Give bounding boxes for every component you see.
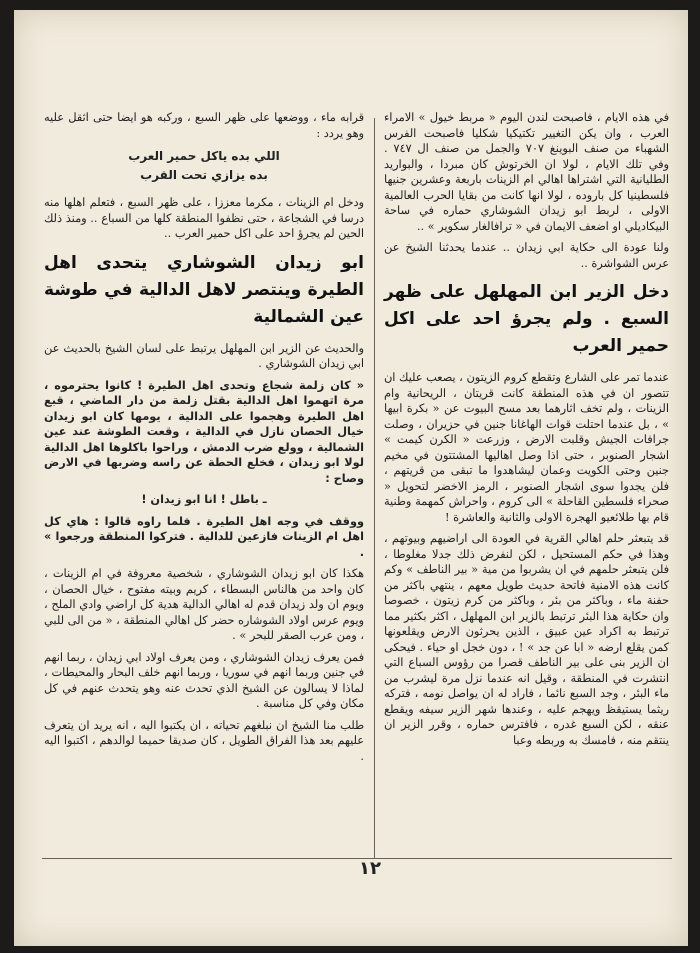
section-heading-abu-zaidan: ابو زيدان الشوشاري يتحدى اهل الطيرة وينتصر لاهل الدالية في طوشة عين الشمالية [44,252,364,327]
verse [44,147,364,185]
section-heading-zir: دخل الزير ابن المهلهل على ظهر السبع . ولم يجرؤ احد على اكل حمير العرب [384,282,669,356]
left-intro-paragraph: قرابه ماء ، ووضعها على ظهر السبع ، وركبه هو ايضا حتى اثقل عليه وهو يردد : [44,111,364,140]
magazine-page [14,10,688,946]
closing-paragraph-2: فمن يعرف زيدان الشوشاري ، ومن يعرف اولاد ابي زيدان ، ربما انهم في جنين وربما انهم في سوريا ، وربما انهم خلف البحار والمحيطات ، لماذا لا يسالون عن الشيخ الذي تحدث عنه وهو يتحدث عنهم في كل مكان وفي كل مناسبة . [44,650,364,710]
intro-paragraph-2: ولنا عودة الى حكاية ابي زيدان .. عندما يحدثنا الشيخ عن عرس الشواشرة .. [384,241,669,270]
body-paragraph-1: عندما تمر على الشارع وتقطع كروم الزيتون ، يصعب عليك ان تتصور ان في هذه المنطقة كانت قريتان ، الريحانية وام الزينات ، ولم تخف اثارهما بعد مسح البيوت عن « بكرة ابيها » ، بل عندما احتلت قوات الهاغانا جنين في حزيران ، وصلت جرافات الجيش وقلبت الارض ، وزرعت « الكرن كيمت » اشجار الصنوبر ، حتى اذا وصل اهاليها المشتتون في مخيم جنين وحتى الكويت وعمان ليشاهدوا ما تبقى من قريتهم ، فلن يجدوا سوى اشجار الصنوبر ، الرمز الاخضر لتحويل « صحراء فلسطين القاحلة » الى كروم ، واحراش كمهمة وطنية قام بها طلائعيو الهجرة الاولى والثانية والعاشرة ! [384,371,669,524]
closing-paragraph-3: طلب منا الشيخ ان نبلغهم تحياته ، ان يكتبوا اليه ، انه يريد ان يتعرف عليهم بعد هذا الفراق الطويل ، كان صديقا حميما لوالدهم ، اكتبوا اليه . [44,718,364,763]
left-column [44,110,364,770]
closing-paragraph-1: هكذا كان ابو زيدان الشوشاري ، شخصية معروفة في ام الزينات ، كان واحد من هالناس البسطاء ، كريم وبيته مفتوح ، خيال الحصان ، ويوم ان ولد زيدان قدم له اهالي الدالية هدية كل اراضي وادي الملح ، ويوم عرس اولاد الشوشاره حضر كل اهالي المنطقة ، « من الى للبي ، ومن عرب الصقر للبحر » . [44,567,364,642]
verse-line-1: اللي بده ياكل حمير العرب [128,149,280,163]
quote-paragraph-1: « كان زلمة شجاع وتحدى اهل الطيرة ! كانوا يحترموه ، مرة اتهموا اهل الدالية بقتل زلمة من دار الماضي ، قبع اهل الطيرة وهجموا على الدالية ، يومها كان ابو زيدان خيال الحصان نازل في الدالية ، وقعت الطوشة عند عين الشمالية ، وولع ضرب الدمش ، وراحوا باكلوها اهل الدالية لولا ابو زيدان ، فخلع الحطة عن راسه وضربها في الارض وصاح : [44,378,364,485]
footer-rule [42,858,672,859]
column-divider [374,118,375,858]
body-paragraph-2: قد يتبعثر حلم اهالي القرية في العودة الى اراضيهم وبيوتهم ، وهذا في حكم المستحيل ، لكن لنفرض ذلك جدلا مغلوطا ، فلن يتبعثر حلمهم في ان يشربوا من مية « بير الناطف » وكم كانت هذه الامنية فاتحة حديث طويل معهم ، ينتهي باكثر من حفنة ماء ، وباكثر من بئر ، وباكثر من كرم زيتون ، خصوصا وان حكاية هذا البئر ترتبط بالزير ابن المهلهل ، اكثر بكثير مما ترتبط به اكراد عين عبيق ، الذين يحرثون الارض ويقلعونها كمن يقلع ارضه « ابا عن جد » ! ، دون خجل او حياء . فيحكى ان الزير بنى على بير الناطف قصرا من رؤوس السباع التي انتشرت في المنطقة ، وقيل انه عندما نزل مرة ليشرب من ماء البئر ، وجد السبع نائما ، فاراد له ان يواصل نومه ، فتركه ريثما يستيقظ ويهجم عليه ، وعندها شهر الزير سيفه ويقطع عنقه ، لكن السبع غدره ، فافترس حماره ، وقرر الزير ان ينتقم منه ، فامسك به وربطه وعبا [384,532,669,747]
verse-line-2: بده يزازي تحت القرب [140,168,268,182]
right-column [384,110,669,754]
left-mid-paragraph: ودخل ام الزينات ، مكرما معززا ، على ظهر السبع ، فتعلم اهلها منه درسا في الشجاعة ، حتى نظفوا المنطقة كلها من السباع .. ومنذ ذلك الحين لم يجرؤ احد على اكل حمير العرب .. [44,196,364,240]
page-number: ١٢ [359,858,381,879]
quote-paragraph-3: ووقف في وجه اهل الطيرة . فلما راوه قالوا : هاي كل اهل ام الزينات فازعين للدالية . فتركوا المنطقة ورجعوا » . [44,514,364,559]
quote-paragraph-2: ـ باطل ! انا ابو زيدان ! [141,493,267,506]
intro-paragraph-1: في هذه الايام ، فاصبحت لندن اليوم « مربط خيول » الامراء العرب ، وان يكن التغيير تكتيكيا شكليا فاصبحت الفرس الشهباء من صنف البوينغ ٧٠٧ والجمل من صنف ال ٧٤٧ . وفي تلك الايام ، لولا ان الخرتوش كان مبردا ، والبواريد الطليانية التي اشتراها اهالي ام الزينات باربعة وعشرين جنيها فلسطينيا كل باروده ، لولا انها كانت من بقايا الحرب العالمية الاولى ، لربط ابو زيدان الشوشاري حماره في ساحة البيكاديلي او اضعف الايمان في « ترافالغار سكوير » .. [384,111,669,233]
left-body-paragraph-1: والحديث عن الزير ابن المهلهل يرتبط على لسان الشيخ بالحديث عن ابي زيدان الشوشاري . [44,341,364,370]
